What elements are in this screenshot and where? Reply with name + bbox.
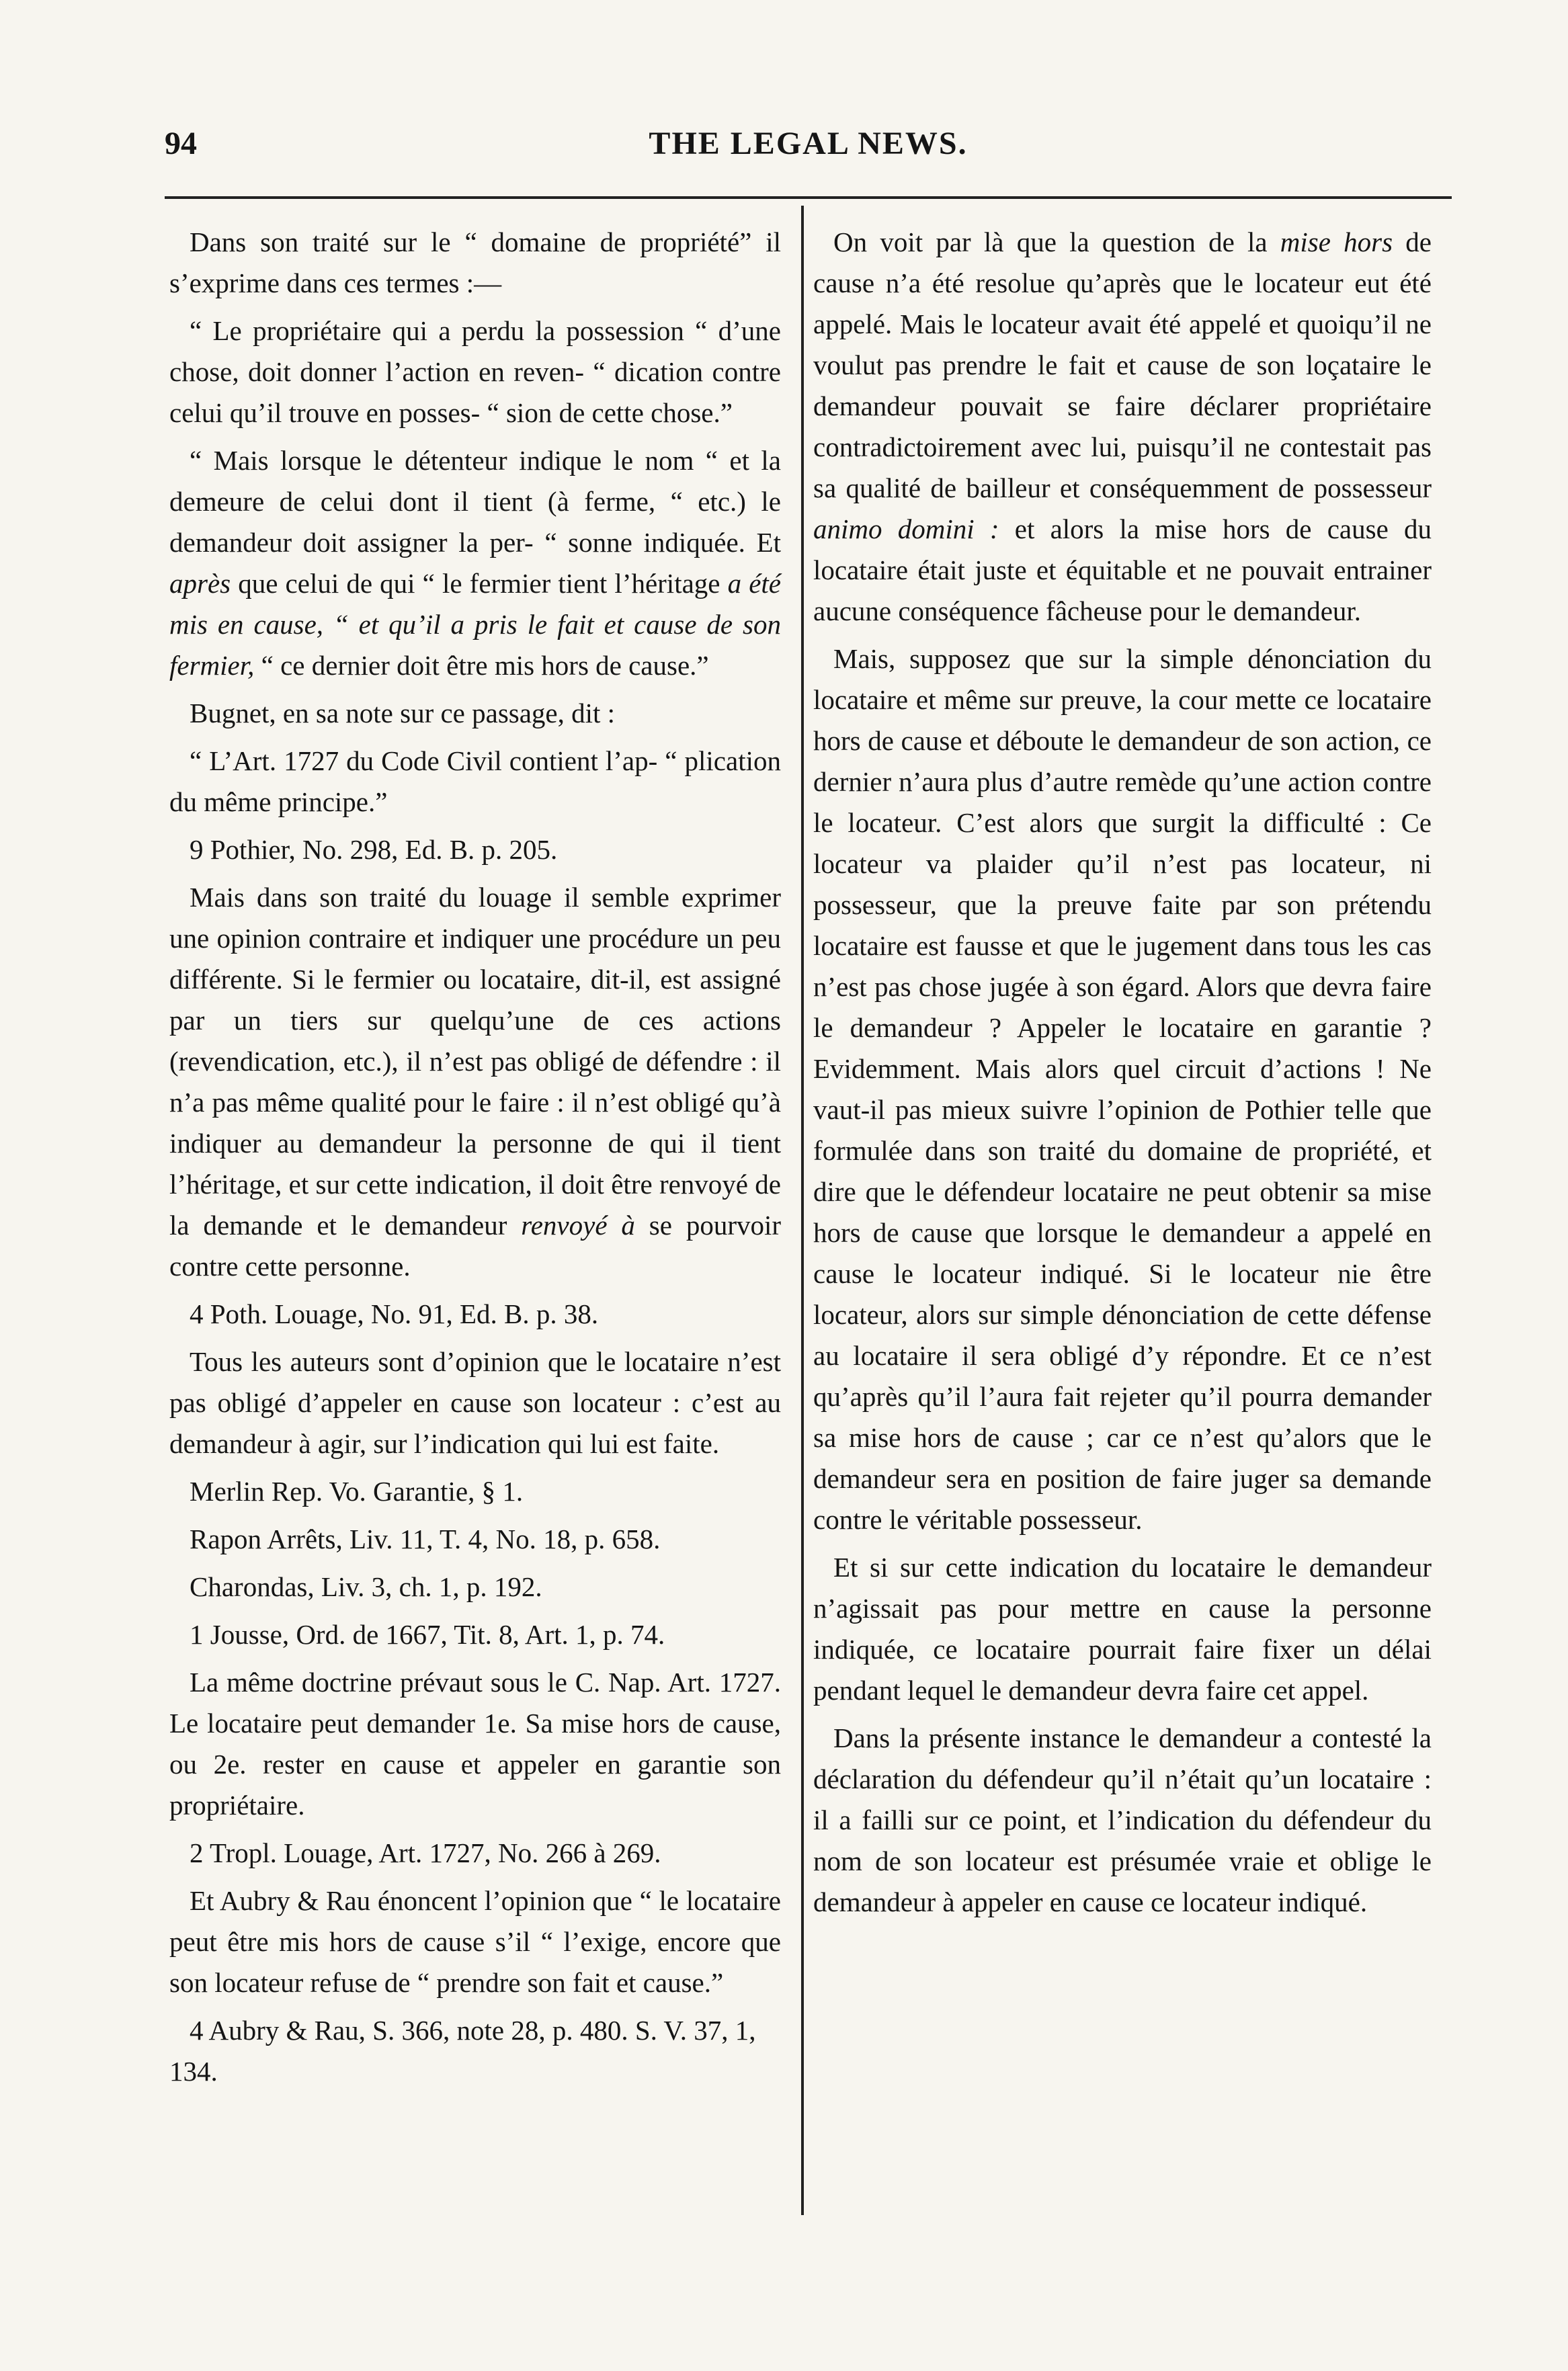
citation: 9 Pothier, No. 298, Ed. B. p. 205.	[190, 834, 558, 865]
citation: Charondas, Liv. 3, ch. 1, p. 192.	[190, 1571, 542, 1602]
quote-paragraph: “ L’Art. 1727 du Code Civil contient l’ap- “ plication du même principe.”	[169, 745, 781, 817]
text-run: “ ce dernier doit être mis hors de cause.”	[261, 650, 709, 681]
italic-text: renvoyé à	[521, 1210, 635, 1241]
page-number: 94	[165, 126, 197, 161]
text-run: Mais dans son traité du louage il semble exprimer une opinion contraire et indiquer une procédure un peu différente. Si le fermier ou locataire, dit-il, est assigné par un tiers sur quelqu’une de ces actions (revendication, etc.), il n’est pas obligé de défendre : il n’a pas même qualité pour le faire : il n’est obligé qu’à indiquer au demandeur la personne de qui il tient l’héritage, et sur cette indication, il doit être renvoyé de la demande et le demandeur	[169, 882, 781, 1241]
paragraph: La même doctrine prévaut sous le C. Nap. Art. 1727. Le locataire peut demander 1e. Sa mise hors de cause, ou 2e. rester en cause et appeler en garantie son propriétaire.	[169, 1667, 781, 1821]
italic-text: a été mis en cause, “ et qu’il a pris le fait et cause de son fermier,	[169, 568, 782, 681]
paragraph: Mais, supposez que sur la simple dénonciation du locataire et même sur preuve, la cour mette ce locataire hors de cause et déboute le demandeur de son action, ce dernier n’aura plus d’autre remède qu’une action contre le locateur. C’est alors que surgit la difficulté : Ce locateur va plaider qu’il n’est pas locateur, ni possesseur, que la preuve faite par son prétendu locataire est fausse et que le jugement dans tous les cas n’est pas chose jugée à son égard. Alors que devra faire le demandeur ? Appeler le locataire en garantie ? Evidemment. Mais alors quel circuit d’actions ! Ne vaut-il pas mieux suivre l’opinion de Pothier telle que formulée dans son traité du domaine de propriété, et dire que le défendeur locataire ne peut obtenir sa mise hors de cause que lorsque le demandeur a appelé en cause le locateur indiqué. Si le locateur nie être locateur, alors sur simple dénonciation de cette défense au locataire il sera obligé d’y répondre. Et ce n’est qu’après qu’il l’aura fait rejeter qu’il pourra demander sa mise hors de cause ; car ce n’est qu’alors que le demandeur sera en position de faire juger sa demande contre le véritable possesseur.	[813, 643, 1432, 1535]
left-column	[169, 222, 781, 2099]
text-run: que celui de qui “ le fermier tient l’héritage	[238, 568, 720, 599]
paragraph	[813, 222, 1432, 632]
italic-text: après	[169, 568, 231, 599]
citation: 2 Tropl. Louage, Art. 1727, No. 266 à 269.	[190, 1837, 661, 1868]
citation: Merlin Rep. Vo. Garantie, § 1.	[190, 1476, 524, 1507]
paragraph: Tous les auteurs sont d’opinion que le locataire n’est pas obligé d’appeler en cause son locateur : c’est au demandeur à agir, sur l’indication qui lui est faite.	[169, 1346, 781, 1459]
header-rule	[165, 196, 1452, 199]
quote-paragraph	[169, 440, 781, 686]
citation: 4 Aubry & Rau, S. 366, note 28, p. 480. S. V. 37, 1, 134.	[169, 2015, 756, 2087]
italic-text: mise hors	[1280, 226, 1393, 257]
right-column	[813, 222, 1432, 1929]
text-run: On voit par là que la question de la	[833, 226, 1268, 257]
quote-paragraph: “ Le propriétaire qui a perdu la possession “ d’une chose, doit donner l’action en reven- “ dication contre celui qu’il trouve en posses- “ sion de cette chose.”	[169, 315, 781, 428]
paragraph: Et Aubry & Rau énoncent l’opinion que “ le locataire peut être mis hors de cause s’il “ l’exige, encore que son locateur refuse de “ prendre son fait et cause.”	[169, 1885, 781, 1998]
italic-text: animo domini :	[813, 513, 999, 544]
running-title: THE LEGAL NEWS.	[649, 126, 968, 161]
citation: Rapon Arrêts, Liv. 11, T. 4, No. 18, p. 658.	[190, 1524, 661, 1554]
text-run: “ Mais lorsque le détenteur indique le nom “ et la demeure de celui dont il tient (à ferme, “ etc.) le demandeur doit assigner la per- “ sonne indiquée. Et	[169, 445, 781, 558]
paragraph: Bugnet, en sa note sur ce passage, dit :	[190, 698, 616, 729]
paragraph	[169, 877, 781, 1287]
paragraph: Dans la présente instance le demandeur a contesté la déclaration du défendeur qu’il n’était qu’un locataire : il a failli sur ce point, et l’indication du défendeur du nom de son locateur est présumée vraie et oblige le demandeur à appeler en cause ce locateur indiqué.	[813, 1722, 1432, 1917]
text-run: et alors la mise hors de cause du locataire était juste et équitable et ne pouvait entrainer aucune conséquence fâcheuse pour le demandeur.	[813, 513, 1432, 626]
citation: 4 Poth. Louage, No. 91, Ed. B. p. 38.	[190, 1298, 599, 1329]
page-header	[165, 125, 1452, 185]
text-run: de cause n’a été resolue qu’après que le locateur eut été appelé. Mais le locateur avait été appelé et quoiqu’il ne voulut pas prendre le fait et cause de son loçataire le demandeur pouvait se faire déclarer propriétaire contradictoirement avec lui, puisqu’il ne contestait pas sa qualité de bailleur et conséquemment de possesseur	[813, 226, 1432, 503]
column-divider	[801, 206, 804, 2215]
text-run: se pourvoir contre cette personne.	[169, 1210, 782, 1282]
paragraph: Et si sur cette indication du locataire le demandeur n’agissait pas pour mettre en cause la personne indiquée, ce locataire pourrait faire fixer un délai pendant lequel le demandeur devra faire cet appel.	[813, 1552, 1432, 1706]
citation: 1 Jousse, Ord. de 1667, Tit. 8, Art. 1, p. 74.	[190, 1619, 665, 1650]
paragraph: Dans son traité sur le “ domaine de propriété” il s’exprime dans ces termes :—	[169, 226, 781, 298]
